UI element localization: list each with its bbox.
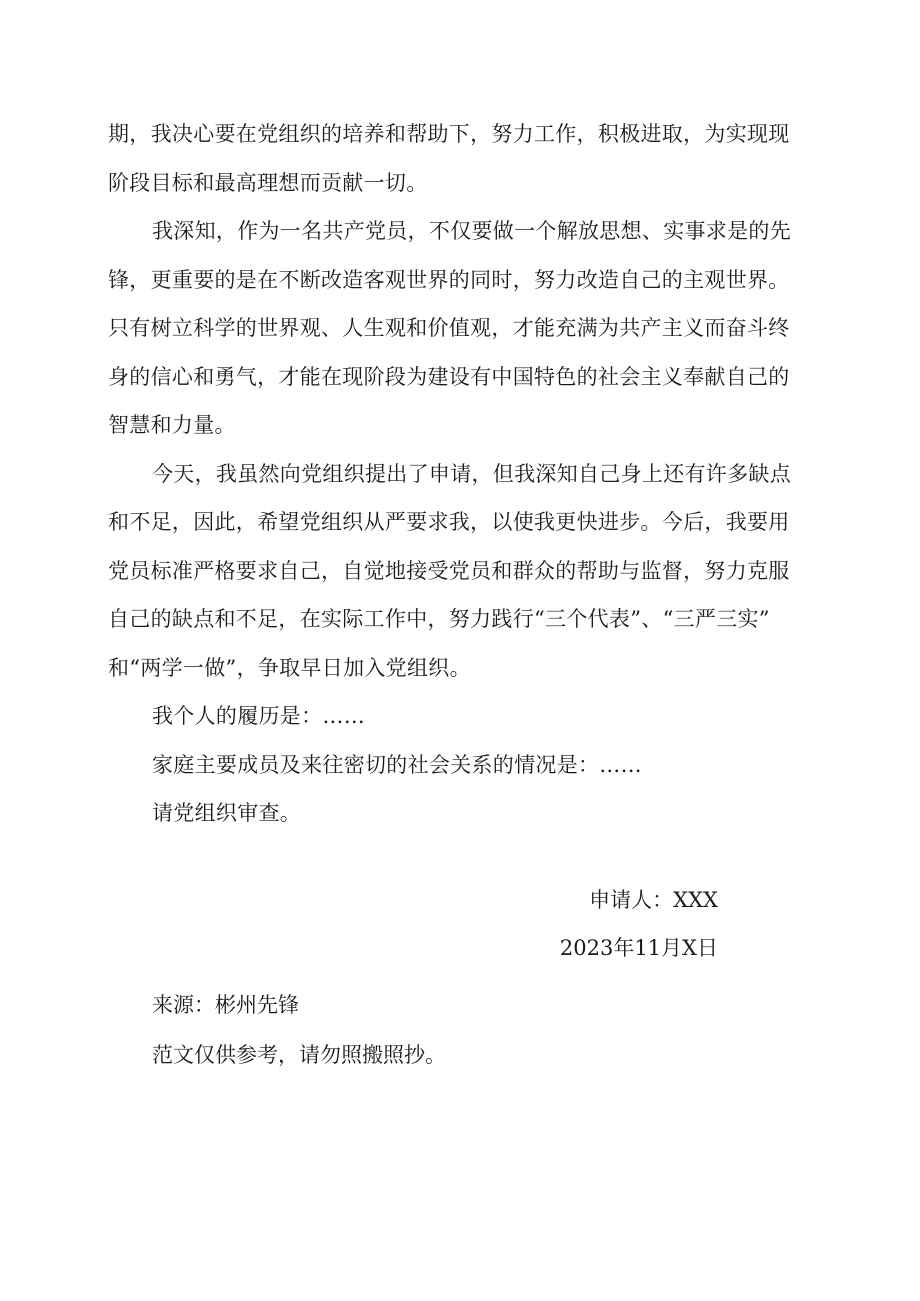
text-line: 智慧和力量。 [108, 413, 236, 437]
text-line: 期，我决心要在党组织的培养和帮助下，努力工作，积极进取，为实现现 [108, 122, 790, 146]
resume-line: 我个人的履历是：…… [152, 704, 365, 728]
paragraph-continuation [108, 110, 812, 207]
application-date: 2023年11月X日 [559, 936, 718, 960]
text-line: 和不足，因此，希望党组织从严要求我，以使我更快进步。今后，我要用 [108, 510, 790, 534]
signature-block [560, 876, 718, 972]
text-line: 和“两学一做”，争取早日加入党组织。 [108, 655, 471, 680]
source-line: 来源：彬州先锋 [152, 993, 299, 1017]
review-request-line: 请党组织审查。 [152, 801, 302, 825]
disclaimer-line: 范文仅供参考，请勿照搬照抄。 [152, 1043, 446, 1067]
family-relations-line: 家庭主要成员及来往密切的社会关系的情况是：…… [152, 752, 642, 777]
text-line: 只有树立科学的世界观、人生观和价值观，才能充满为共产主义而奋斗终 [108, 316, 790, 340]
text-line: 今天，我虽然向党组织提出了申请，但我深知自己身上还有许多缺点 [152, 461, 791, 486]
document-body [108, 110, 812, 838]
applicant-name: 申请人：XXX [589, 888, 718, 912]
text-line: 党员标准严格要求自己，自觉地接受党员和群众的帮助与监督，努力克服 [108, 558, 790, 583]
text-line: 自己的缺点和不足，在实际工作中，努力践行“三个代表”、“三严三实” [108, 607, 770, 631]
text-line: 阶段目标和最高理想而贡献一切。 [108, 170, 428, 195]
text-line: 我深知，作为一名共产党员，不仅要做一个解放思想、实事求是的先 [152, 219, 791, 243]
text-line: 身的信心和勇气，才能在现阶段为建设有中国特色的社会主义奉献自己的 [108, 364, 790, 389]
text-line: 锋，更重要的是在不断改造客观世界的同时，努力改造自己的主观世界。 [108, 267, 790, 292]
paragraph-communist-duty [108, 207, 812, 450]
paragraph-application [108, 450, 812, 693]
footer-notes [152, 980, 446, 1080]
